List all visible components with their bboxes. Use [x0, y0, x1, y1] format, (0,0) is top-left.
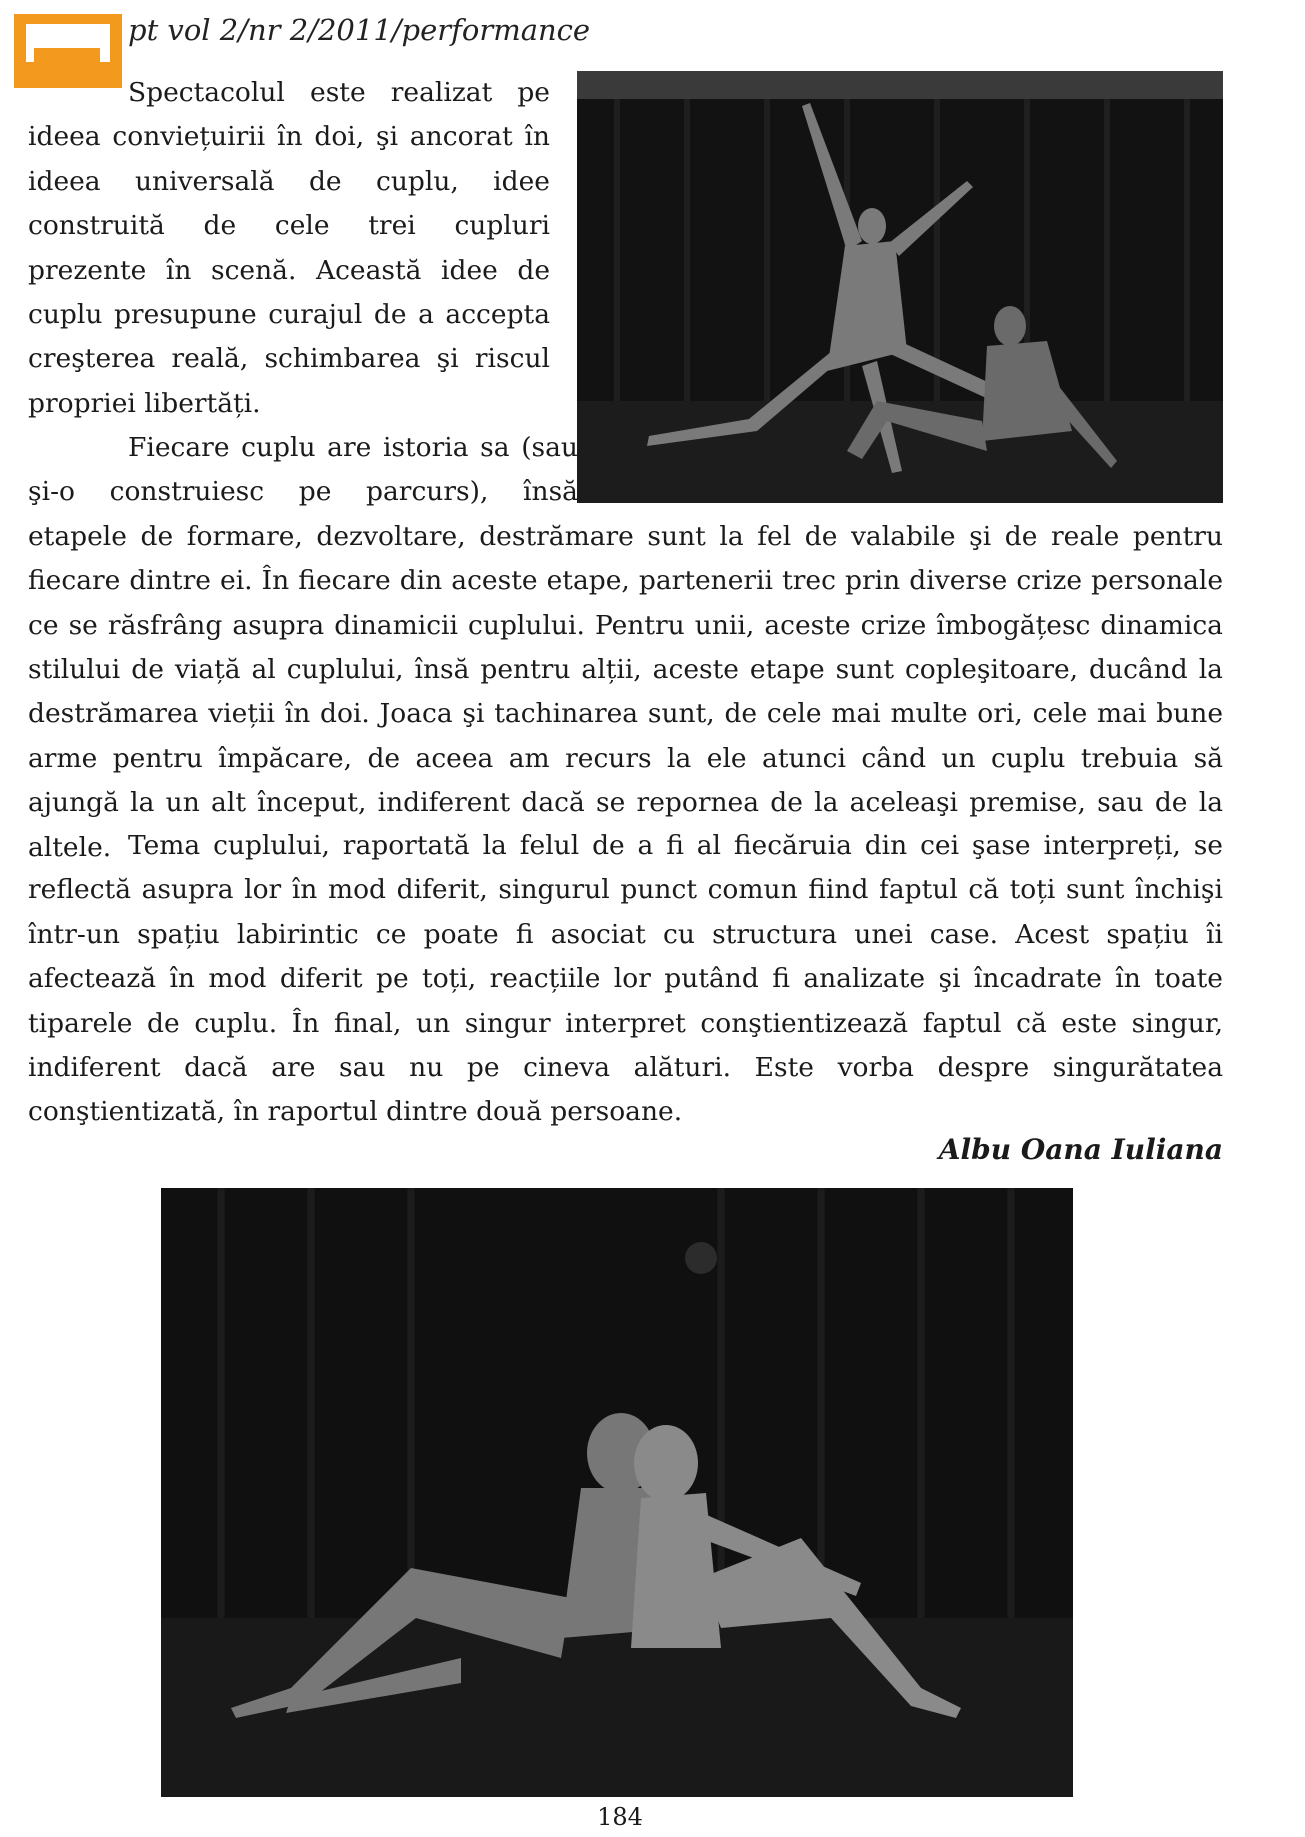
dance-photo-2: [161, 1188, 1073, 1797]
paragraph-1: Spectacolul este realizat pe ideea conviețuirii în doi, şi ancorat în ideea universală de cuplu, idee construită de cele trei cupluri prezente în scenă. Această idee de cuplu presupune curajul de a accepta creşterea reală, schimbarea şi riscul propriei libertăți.: [28, 77, 550, 419]
page-number: 184: [597, 1803, 643, 1831]
paragraph-2-text: Fiecare cuplu are istoria sa (sau şi-o construiesc pe parcurs), însă etapele de formare, dezvoltare, destrămare sunt la fel de valabile şi de reale pentru fiecare dintre ei. În fiecare din aceste etape, partenerii trec prin diverse crize personale ce se răsfrâng asupra dinamicii cuplului. Pentru unii, aceste crize îmbogățesc dinamica stilului de viață al cuplului, însă pentru alții, aceste etape sunt copleşitoare, ducând la destrămarea vieții în doi. Joaca şi tachinarea sunt, de cele mai multe ori, cele mai bune arme pentru împăcare, de aceea am recurs la ele atunci când un cuplu trebuia să ajungă la un alt început, indiferent dacă se repornea de la aceleaşi premise, sau de la altele.: [28, 432, 1223, 863]
author-signature: Albu Oana Iuliana: [938, 1133, 1223, 1166]
paragraph-2: [28, 426, 1223, 870]
paragraph-3: Tema cuplului, raportată la felul de a fi al fiecăruia din cei şase interpreți, se reflectă asupra lor în mod diferit, singurul punct comun fiind faptul că toți sunt închişi într-un spațiu labirintic ce poate fi asociat cu structura unei case. Acest spațiu îi afectează în mod diferit pe toți, reacțiile lor putând fi analizate şi încadrate în toate tiparele de cuplu. În final, un singur interpret conştientizează faptul că este singur, indiferent dacă are sau nu pe cineva alături. Este vorba despre singurătatea conştientizată, în raportul dintre două persoane.: [28, 830, 1223, 1128]
running-head-text: pt vol 2/nr 2/2011/performance: [128, 13, 591, 47]
running-head: [28, 10, 590, 50]
